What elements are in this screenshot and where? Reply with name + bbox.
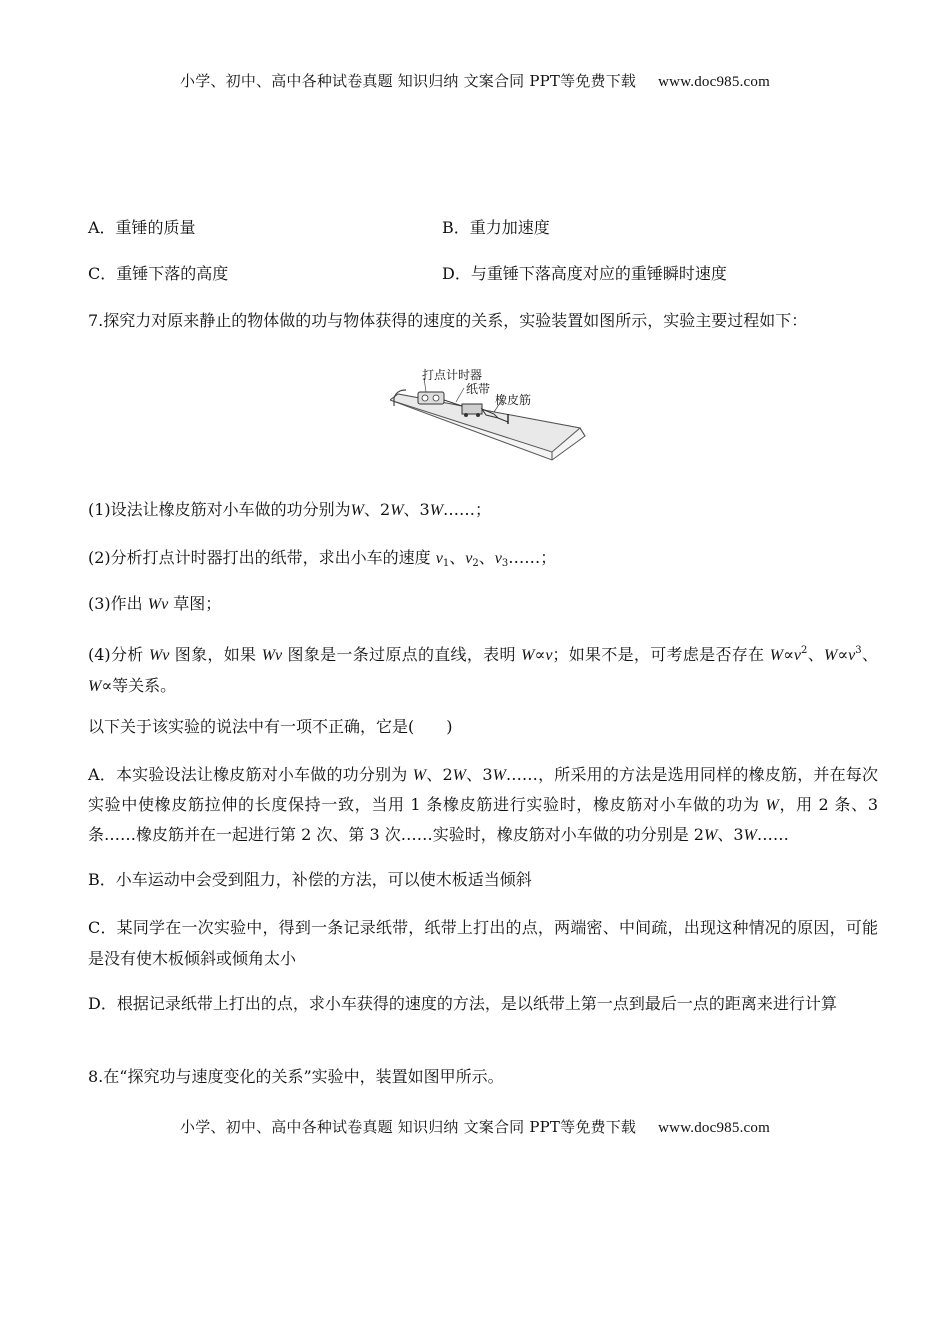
footer-url[interactable]: www.doc985.com — [658, 1120, 770, 1136]
label-timer: 打点计时器 — [422, 368, 483, 382]
q7-question: 以下关于该实验的说法中有一项不正确，它是( ) — [88, 717, 453, 736]
apparatus-figure — [390, 356, 600, 466]
q7-step-3: (3)作出 Wv 草图； — [88, 594, 222, 613]
q6-option-c: C．重锤下落的高度 — [88, 264, 229, 283]
q6-options-row-2 — [88, 260, 878, 288]
footer-text: 小学、初中、高中各种试卷真题 知识归纳 文案合同 PPT等免费下载 — [180, 1118, 637, 1136]
q7-option-a: A．本实验设法让橡皮筋对小车做的功分别为 W、2W、3W……，所采用的方法是选用同样的橡皮筋，并在每次实验中使橡皮筋拉伸的长度保持一致，当用 1 条橡皮筋进行实验时，橡皮筋对小车做的功为 W，用 2 条、3 条……橡皮筋并在一起进行第 2 次、第 3 次……实验时，橡皮筋对小车做的功分别是 2W、3W…… — [88, 765, 878, 844]
q6-option-d: D．与重锤下落高度对应的重锤瞬时速度 — [442, 264, 727, 283]
q6-option-b: B．重力加速度 — [442, 218, 550, 237]
q7-step-4: (4)分析 Wv 图象，如果 Wv 图象是一条过原点的直线，表明 W∝v；如果不是，可考虑是否存在 $W\propto v^2$、$W\propto v^3$、W∝等关系。 — [88, 645, 878, 695]
q6-options-row-1 — [88, 214, 878, 242]
q7-option-d: D．根据记录纸带上打出的点，求小车获得的速度的方法，是以纸带上第一点到最后一点的距离来进行计算 — [88, 994, 837, 1013]
q7-stem: 7.探究力对原来静止的物体做的功与物体获得的速度的关系，实验装置如图所示，实验主要过程如下： — [88, 311, 808, 330]
label-tape: 纸带 — [466, 382, 491, 396]
q7-step-2: (2)分析打点计时器打出的纸带，求出小车的速度 $v_1$、$v_2$、$v_3\dots\dots$； — [88, 548, 557, 569]
header-url[interactable]: www.doc985.com — [658, 74, 770, 90]
q7-option-b: B．小车运动中会受到阻力，补偿的方法，可以使木板适当倾斜 — [88, 870, 532, 889]
page-footer — [0, 1116, 950, 1137]
q7-option-c: C．某同学在一次实验中，得到一条记录纸带，纸带上打出的点，两端密、中间疏，出现这种情况的原因，可能是没有使木板倾斜或倾角太小 — [88, 918, 878, 968]
q6-option-a: A．重锤的质量 — [88, 218, 196, 237]
header-text: 小学、初中、高中各种试卷真题 知识归纳 文案合同 PPT等免费下载 — [180, 72, 637, 90]
label-band: 橡皮筋 — [495, 393, 532, 407]
page-header — [0, 70, 950, 91]
q8-stem: 8.在“探究功与速度变化的关系”实验中，装置如图甲所示。 — [88, 1067, 504, 1086]
q7-step-1: (1)设法让橡皮筋对小车做的功分别为W、2W、3W……； — [88, 500, 492, 519]
